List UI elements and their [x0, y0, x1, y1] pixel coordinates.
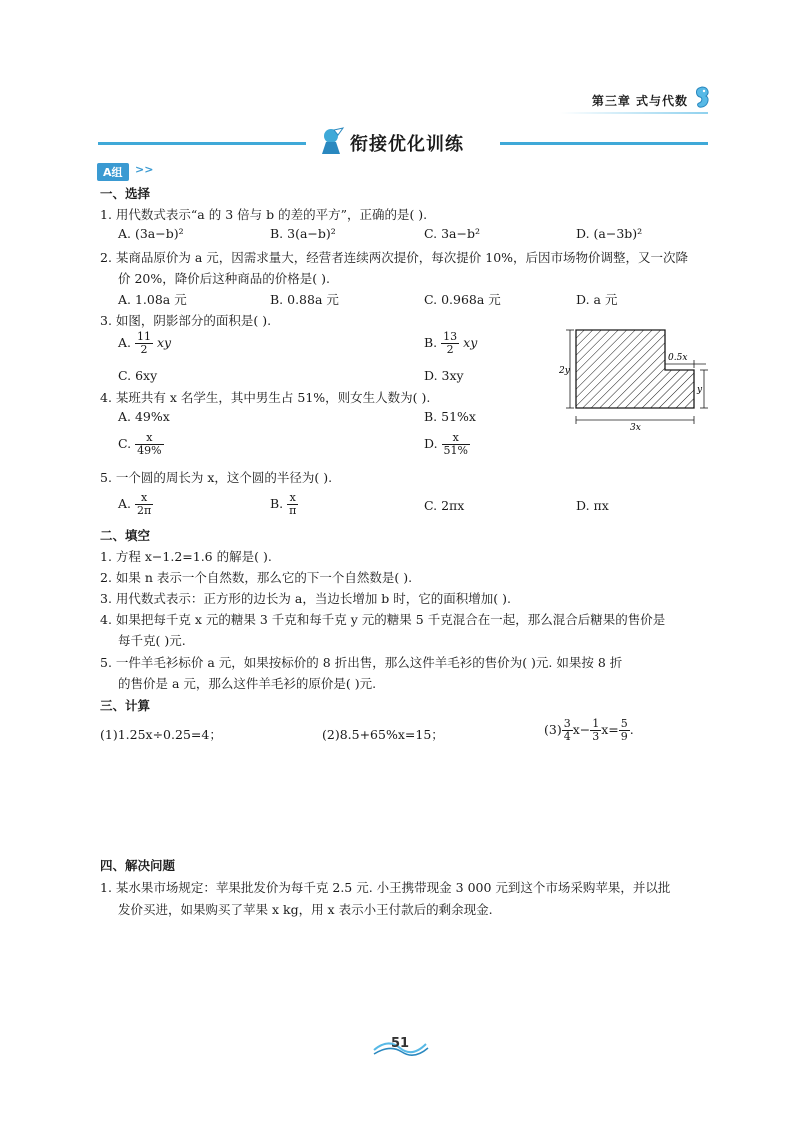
- mc-q5-option-a: [118, 492, 153, 517]
- group-badge: A组: [97, 163, 129, 181]
- fraction-numerator: x: [135, 432, 163, 445]
- fraction-denominator: 9: [620, 730, 628, 743]
- section-heading-problem: 四、解决问题: [100, 858, 176, 873]
- section-heading-fill: 二、填空: [100, 528, 151, 543]
- shaded-area-figure: [556, 324, 716, 432]
- label-y: y: [697, 385, 703, 395]
- fraction-denominator: 49%: [137, 444, 162, 457]
- calc-eq3-fraction3: [619, 718, 630, 743]
- chapter-header: 第三章 式与代数: [591, 94, 688, 108]
- mc-q3-option-a: [118, 331, 171, 356]
- fill-q4-line1: 4. 如果把每千克 x 元的糖果 3 千克和每千克 y 元的糖果 5 千克混合在一起，那么混合后糖果的售价是: [100, 612, 666, 627]
- mc-q1-option-a: A. (3a−b)²: [118, 226, 184, 241]
- fraction-denominator: 2π: [137, 504, 152, 517]
- mc-q3-b-variable: xy: [463, 335, 478, 350]
- mc-q1-option-b: B. 3(a−b)²: [270, 226, 336, 241]
- calc-eq2: (2)8.5+65%x=15；: [322, 727, 444, 742]
- section-title: 衔接优化训练: [350, 134, 464, 155]
- mc-q4-option-b: B. 51%x: [424, 409, 476, 424]
- fraction-denominator: 2: [140, 343, 148, 356]
- label-3x: 3x: [630, 423, 641, 432]
- mc-q2-stem-line2: 价 20%，降价后这种商品的价格是( ).: [118, 271, 330, 286]
- fill-q2: 2. 如果 n 表示一个自然数，那么它的下一个自然数是( ).: [100, 570, 413, 585]
- mc-q3-option-b: [424, 331, 477, 356]
- fraction-numerator: x: [287, 492, 298, 505]
- mc-q3-option-c: C. 6xy: [118, 368, 158, 383]
- mc-q2-option-a: A. 1.08a 元: [118, 292, 187, 307]
- mc-q5-option-d: D. πx: [576, 498, 609, 513]
- calc-eq3-prefix: (3): [544, 722, 562, 737]
- fraction-denominator: π: [289, 504, 297, 517]
- calc-eq3: [544, 718, 634, 743]
- mc-q5-b-letter: B.: [270, 496, 284, 511]
- fraction-numerator: 5: [620, 717, 628, 730]
- calc-eq3-fraction1: [562, 718, 573, 743]
- mc-q2-option-d: D. a 元: [576, 292, 618, 307]
- fraction-numerator: 13: [443, 330, 458, 343]
- shaded-region: [576, 330, 694, 408]
- fill-q1: 1. 方程 x−1.2=1.6 的解是( ).: [100, 549, 272, 564]
- calc-eq1: (1)1.25x÷0.25=4；: [100, 727, 222, 742]
- fraction-numerator: 11: [137, 330, 151, 343]
- mc-q5-a-fraction: [135, 492, 153, 517]
- mc-q3-a-letter: A.: [118, 335, 132, 350]
- fraction-numerator: 1: [592, 717, 600, 730]
- title-rule-right: [500, 142, 708, 145]
- mc-q4-c-letter: C.: [118, 436, 132, 451]
- fill-q4-line2: 每千克( )元.: [118, 633, 186, 648]
- calc-eq3-fraction2: [590, 718, 601, 743]
- group-arrows: >>: [135, 163, 154, 176]
- mc-q1-option-c: C. 3a−b²: [424, 226, 480, 241]
- fraction-denominator: 4: [563, 730, 571, 743]
- mc-q5-stem: 5. 一个圆的周长为 x，这个圆的半径为( ).: [100, 470, 333, 485]
- mc-q3-b-letter: B.: [424, 335, 438, 350]
- mc-q4-option-a: A. 49%x: [118, 409, 170, 424]
- section-heading-calc: 三、计算: [100, 698, 151, 713]
- mc-q3-stem: 3. 如图，阴影部分的面积是( ).: [100, 313, 272, 328]
- figure-icon: [316, 126, 346, 156]
- mc-q3-a-variable: xy: [156, 335, 172, 350]
- fraction-denominator: 2: [446, 343, 454, 356]
- fraction-numerator: x: [135, 492, 153, 505]
- mc-q4-option-c: [118, 432, 164, 457]
- problem-q1-line1: 1. 某水果市场规定：苹果批发价为每千克 2.5 元. 小王携带现金 3 000 元到这个市场采购苹果，并以批: [100, 880, 671, 895]
- fill-q3: 3. 用代数式表示：正方形的边长为 a，当边长增加 b 时，它的面积增加( ).: [100, 591, 511, 606]
- mc-q4-stem: 4. 某班共有 x 名学生，其中男生占 51%，则女生人数为( ).: [100, 390, 431, 405]
- mc-q5-option-b: [270, 492, 298, 517]
- mc-q4-d-fraction: [442, 432, 470, 457]
- mc-q5-a-letter: A.: [118, 496, 132, 511]
- mc-q3-option-d: D. 3xy: [424, 368, 464, 383]
- fraction-denominator: 3: [592, 730, 600, 743]
- mc-q1-option-d: D. (a−3b)²: [576, 226, 643, 241]
- mc-q3-b-fraction: [441, 331, 459, 356]
- calc-eq3-mid1: x−: [572, 722, 591, 737]
- seahorse-icon: [690, 84, 712, 110]
- mc-q3-a-fraction: [135, 331, 153, 356]
- mc-q2-option-c: C. 0.968a 元: [424, 292, 501, 307]
- label-0-5x: 0.5x: [668, 353, 688, 363]
- calc-eq3-mid2: x=: [601, 722, 619, 737]
- problem-q1-line2: 发价买进，如果购买了苹果 x kg，用 x 表示小王付款后的剩余现金.: [118, 902, 493, 917]
- mc-q4-d-letter: D.: [424, 436, 438, 451]
- fill-q5-line2: 的售价是 a 元，那么这件羊毛衫的原价是( )元.: [118, 676, 377, 691]
- label-2y: 2y: [559, 366, 570, 376]
- mc-q1-stem: 1. 用代数式表示“a 的 3 倍与 b 的差的平方”，正确的是( ).: [100, 207, 428, 222]
- mc-q2-stem-line1: 2. 某商品原价为 a 元，因需求量大，经营者连续两次提价，每次提价 10%，后因市场物价调整，又一次降: [100, 250, 689, 265]
- chapter-rule: [560, 112, 708, 114]
- mc-q2-option-b: B. 0.88a 元: [270, 292, 339, 307]
- mc-q5-option-c: C. 2πx: [424, 498, 465, 513]
- fraction-denominator: 51%: [443, 444, 468, 457]
- fraction-numerator: 3: [563, 717, 571, 730]
- fill-q5-line1: 5. 一件羊毛衫标价 a 元，如果按标价的 8 折出售，那么这件羊毛衫的售价为( )元. 如果按 8 折: [100, 655, 623, 670]
- mc-q5-b-fraction: [287, 492, 298, 517]
- fraction-numerator: x: [442, 432, 470, 445]
- section-heading-choice: 一、选择: [100, 186, 151, 201]
- calc-eq3-end: .: [629, 722, 634, 737]
- title-rule-left: [98, 142, 306, 145]
- page-number: 51: [390, 1036, 410, 1051]
- mc-q4-option-d: [424, 432, 470, 457]
- mc-q4-c-fraction: [135, 432, 163, 457]
